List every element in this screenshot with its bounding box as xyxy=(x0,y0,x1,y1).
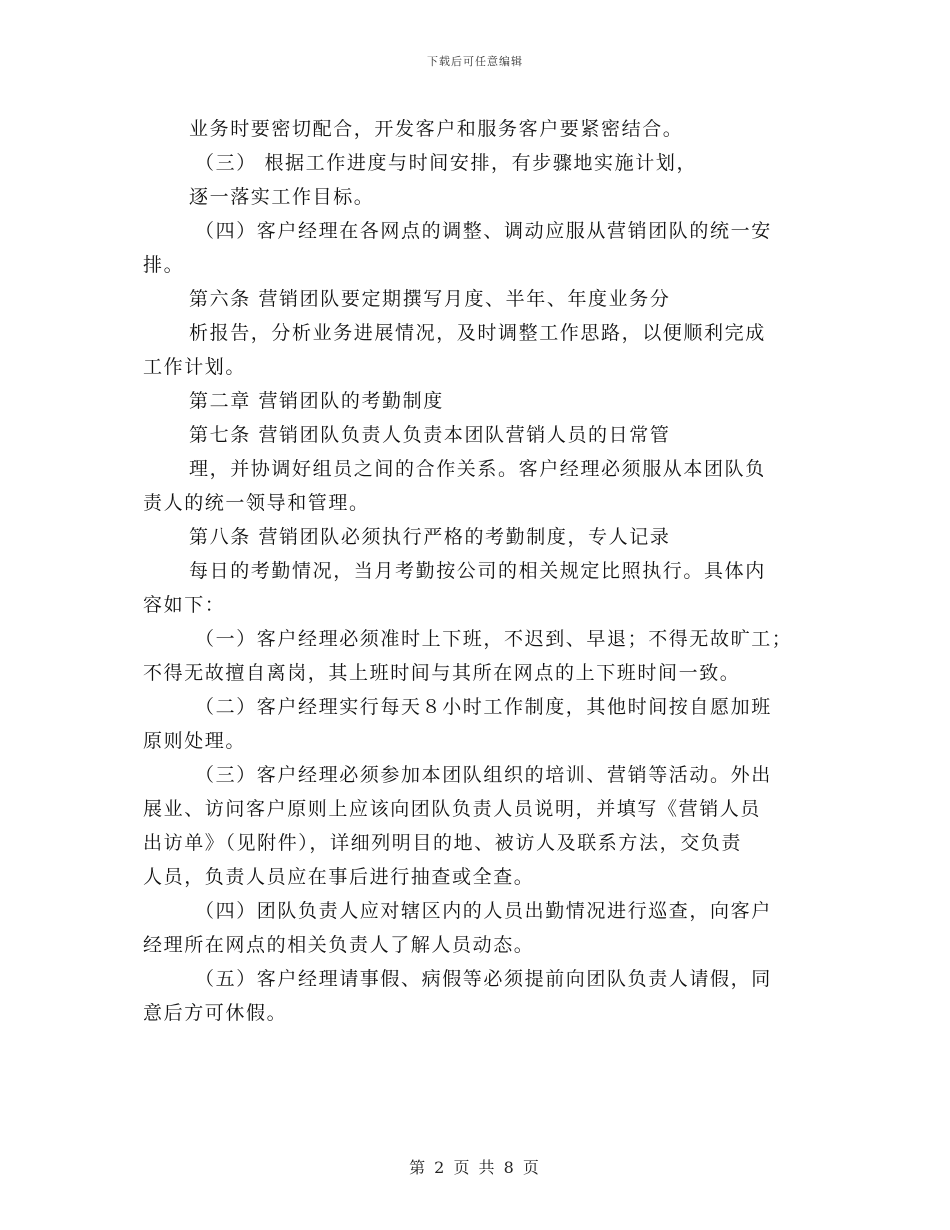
paragraph-line: 每日的考勤情况，当月考勤按公司的相关规定比照执行。具体内 xyxy=(189,560,766,582)
paragraph-line: 经理所在网点的相关负责人了解人员动态。 xyxy=(143,934,535,956)
paragraph-line: 展业、访问客户原则上应该向团队负责人员说明，并填写《营销人员 xyxy=(143,798,762,820)
paragraph-line: （二）客户经理实行每天８小时工作制度，其他时间按自愿加班 xyxy=(195,696,772,718)
paragraph-line: （四）客户经理在各网点的调整、调动应服从营销团队的统一安 xyxy=(195,220,772,242)
paragraph-line: 原则处理。 xyxy=(143,730,247,752)
paragraph-line: 责人的统一领导和管理。 xyxy=(143,492,370,514)
paragraph-line: 意后方可休假。 xyxy=(143,1002,288,1024)
paragraph-line: （三） 根据工作进度与时间安排，有步骤地实施计划， xyxy=(195,152,698,174)
paragraph-line: 出访单》（见附件），详细列明目的地、被访人及联系方法，交负责 xyxy=(143,832,743,854)
paragraph-line: （一）客户经理必须准时上下班，不迟到、早退；不得无故旷工； xyxy=(195,628,793,650)
paragraph-line: 析报告，分析业务进展情况，及时调整工作思路，以便顺利完成 xyxy=(189,322,766,344)
paragraph-line: （三）客户经理必须参加本团队组织的培训、营销等活动。外出 xyxy=(195,764,772,786)
page-footer: 第 2 页 共 8 页 xyxy=(409,1158,541,1177)
paragraph-line: 逐一落实工作目标。 xyxy=(189,186,375,208)
paragraph-line: 排。 xyxy=(143,254,185,276)
paragraph-line: （五）客户经理请事假、病假等必须提前向团队负责人请假，同 xyxy=(195,968,772,990)
page-header: 下载后可任意编辑 xyxy=(427,55,523,68)
document-body xyxy=(143,112,808,1030)
paragraph-line: （四）团队负责人应对辖区内的人员出勤情况进行巡查，向客户 xyxy=(195,900,772,922)
paragraph-line: 容如下： xyxy=(143,594,226,616)
paragraph-line: 第八条 营销团队必须执行严格的考勤制度，专人记录 xyxy=(189,526,671,548)
paragraph-line: 第六条 营销团队要定期撰写月度、半年、年度业务分 xyxy=(189,288,671,310)
paragraph-line: 理，并协调好组员之间的合作关系。客户经理必须服从本团队负 xyxy=(189,458,766,480)
paragraph-line: 不得无故擅自离岗，其上班时间与其所在网点的上下班时间一致。 xyxy=(143,662,741,684)
paragraph-line: 工作计划。 xyxy=(143,356,247,378)
paragraph-line: 人员，负责人员应在事后进行抽查或全查。 xyxy=(143,866,535,888)
paragraph-line: 第二章 营销团队的考勤制度 xyxy=(189,390,444,412)
paragraph-line: 第七条 营销团队负责人负责本团队营销人员的日常管 xyxy=(189,424,671,446)
paragraph-line: 业务时要密切配合，开发客户和服务客户要紧密结合。 xyxy=(189,118,684,140)
